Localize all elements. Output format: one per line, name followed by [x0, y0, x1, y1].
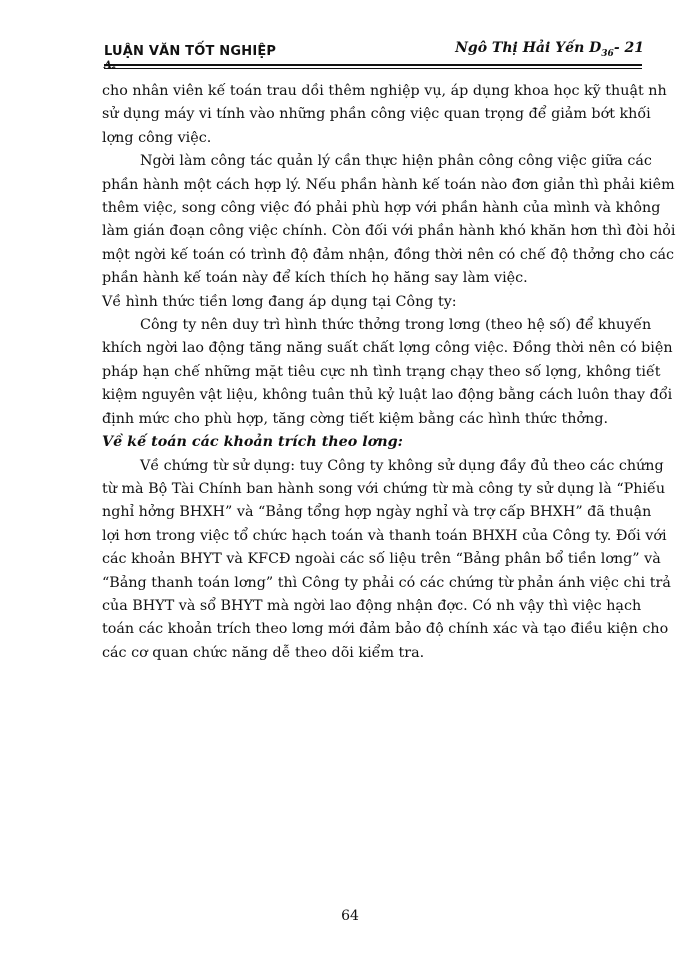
header-rule-thin [104, 68, 642, 69]
body-line: “Bảng thanh toán lơng” thì Công ty phải có các chứng từ phản ánh việc chi trả [102, 574, 671, 591]
body-line: pháp hạn chế những mặt tiêu cực nh tình trạng chạy theo số lợng, không tiết [102, 363, 661, 380]
thesis-title: LUẬN VĂN TỐT NGHIỆP [104, 44, 277, 59]
document-body [102, 80, 676, 665]
class-suffix: - 21 [613, 40, 644, 56]
body-line: Công ty nên duy trì hình thức thởng trong lơng (theo hệ số) để khuyến [140, 317, 652, 334]
author-class [455, 40, 644, 59]
body-line: từ mà Bộ Tài Chính ban hành song với chứng từ mà công ty sử dụng là “Phiếu [102, 480, 666, 497]
section-heading-deductions: Về kế toán các khoản trích theo lơng: [102, 434, 403, 451]
header-rule [104, 64, 642, 66]
page-header [104, 40, 644, 64]
body-line: kiệm nguyên vật liệu, không tuân thủ kỷ luật lao động bằng cách luôn thay đổi [102, 387, 673, 404]
body-line: Về chứng từ sử dụng: tuy Công ty không sử dụng đầy đủ theo các chứng [140, 457, 664, 474]
class-prefix: D [589, 40, 602, 56]
body-line: định mức cho phù hợp, tăng cờng tiết kiệm bằng các hình thức thởng. [102, 410, 609, 427]
body-line: lợi hơn trong việc tổ chức hạch toán và thanh toán BHXH của Công ty. Đối với [102, 527, 667, 544]
stray-mark: A₂ [104, 60, 117, 71]
body-line: cho nhân viên kế toán trau dồi thêm nghiệp vụ, áp dụng khoa học kỹ thuật nh [102, 83, 667, 99]
body-line: làm gián đoạn công việc chính. Còn đối với phần hành khó khăn hơn thì đòi hỏi [102, 223, 676, 240]
body-line: nghỉ hởng BHXH” và “Bảng tổng hợp ngày nghỉ và trợ cấp BHXH” đã thuận [102, 504, 652, 521]
body-line: Ngời làm công tác quản lý cần thực hiện phân công công việc giữa các [140, 153, 652, 170]
body-line: toán các khoản trích theo lơng mới đảm bảo độ chính xác và tạo điều kiện cho [102, 621, 669, 638]
body-line: một ngời kế toán có trình độ đảm nhận, đồng thời nên có chế độ thởng cho các [102, 246, 675, 263]
body-line: lợng công việc. [102, 129, 212, 146]
page-number: 64 [341, 908, 359, 924]
body-line: phần hành kế toán này để kích thích họ hăng say làm việc. [102, 270, 528, 287]
body-line: thêm việc, song công việc đó phải phù hợp với phần hành của mình và không [102, 200, 661, 217]
body-line: các cơ quan chức năng dễ theo dõi kiểm tra. [102, 644, 425, 661]
body-line: các khoản BHYT và KFCĐ ngoài các số liệu trên “Bảng phân bổ tiền lơng” và [102, 551, 661, 568]
author-name: Ngô Thị Hải Yến [455, 40, 585, 56]
body-line: sử dụng máy vi tính vào những phần công việc quan trọng để giảm bớt khối [102, 106, 651, 123]
class-sub: 36 [601, 48, 614, 59]
body-line: của BHYT và sổ BHYT mà ngời lao động nhận đợc. Có nh vậy thì việc hạch [102, 597, 642, 614]
body-line: phần hành một cách hợp lý. Nếu phần hành kế toán nào đơn giản thì phải kiêm [102, 176, 675, 193]
body-line: khích ngời lao động tăng năng suất chất lợng công việc. Đồng thời nên có biện [102, 340, 673, 357]
section-heading-salary-form: Về hình thức tiền lơng đang áp dụng tại Công ty: [102, 293, 457, 310]
